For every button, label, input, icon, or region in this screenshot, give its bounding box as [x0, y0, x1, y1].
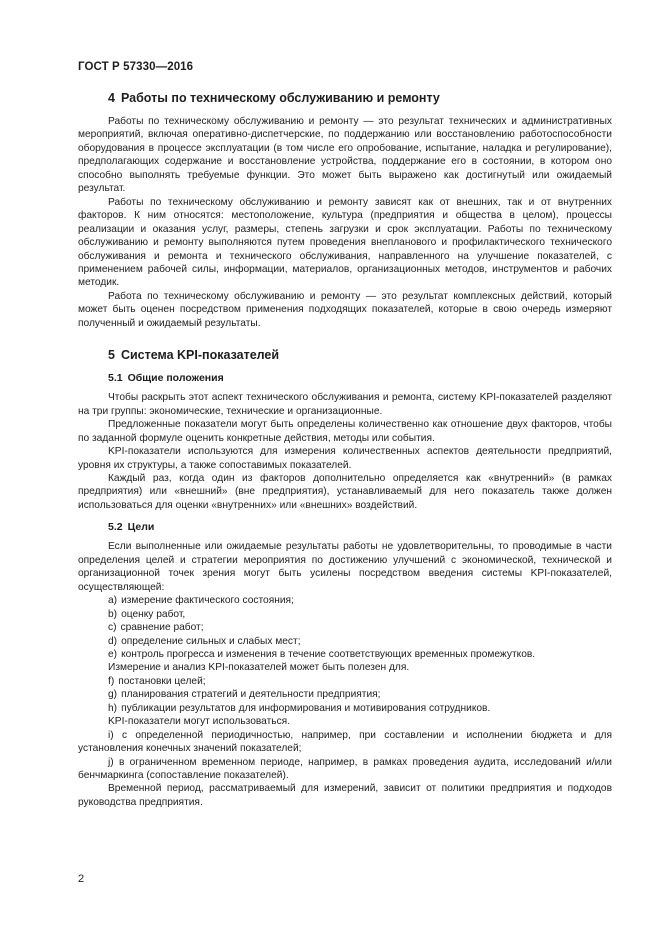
- document-header: ГОСТ Р 57330—2016: [78, 61, 194, 73]
- paragraph: Чтобы раскрыть этот аспект технического обслуживания и ремонта, систему KPI-показателей разделяют на три группы: экономические, технические и организационные.: [78, 392, 612, 417]
- paragraph: Работы по техническому обслуживанию и ремонту зависят как от внешних, так и от внутренних факторов. К ним относятся: местоположение, культура (предприятия и общества в целом), процессы реализации и оказания услуг, размеры, степень загрузки и срок эксплуатации. Работы по техническому обслуживанию и ремонту выполняются путем проведения внепланового и профилактического технического обслуживания и ремонта и технического обслуживания, направленного на улучшение показателей, с применением рабочей силы, информации, материалов, организационных методов, инструментов и рабочих методик.: [78, 196, 612, 289]
- subsection-title: Общие положения: [127, 372, 224, 385]
- section-title: Работы по техническому обслуживанию и ремонту: [120, 91, 440, 105]
- list-item: f) постановки целей;: [108, 675, 206, 687]
- document-body: [78, 90, 612, 809]
- subsection-number: 5.2: [108, 521, 123, 534]
- section-title: Система KPI-показателей: [120, 348, 280, 363]
- paragraph: KPI-показатели используются для измерения количественных аспектов деятельности предприятий, уровня их структуры, а также сопоставимых показателей.: [78, 446, 612, 471]
- paragraph: Временной период, рассматриваемый для измерений, зависит от политики предприятия и подходов руководства предприятия.: [78, 783, 612, 808]
- list-item: h) публикации результатов для информирования и мотивирования сотрудников.: [108, 702, 491, 714]
- subsection-5-2-heading: [78, 521, 612, 534]
- list-item: e) контроль прогресса и изменения в течение соответствующих временных промежутков.: [108, 648, 536, 660]
- list-item: b) оценку работ,: [108, 608, 186, 620]
- list-item: j) в ограниченном временном периоде, например, в рамках проведения аудита, исследований и/или бенчмаркинга (сопоставление показателей).: [78, 756, 612, 782]
- section-number: 5: [108, 348, 115, 363]
- page-number: 2: [78, 873, 85, 885]
- paragraph: Если выполненные или ожидаемые результаты работы не удовлетворительны, то проводимые в части определения целей и стратегии мероприятия по достижению улучшений с экономической, технической и организационной точек зрения могут быть усилены посредством введения системы KPI-показателей, осуществляющей:: [78, 541, 612, 593]
- list-item: i) с определенной периодичностью, например, при составлении и исполнении бюджета и для установления конечных значений показателей;: [78, 729, 612, 755]
- paragraph: Измерение и анализ KPI-показателей может быть полезен для.: [108, 662, 410, 674]
- list-item: a) измерение фактического состояния;: [108, 595, 294, 607]
- subsection-title: Цели: [127, 521, 155, 534]
- paragraph: Предложенные показатели могут быть определены количественно как отношение двух факторов, чтобы по заданной формуле оценить конкретные действия, методы или события.: [78, 419, 612, 444]
- list-item: c) сравнение работ;: [108, 622, 204, 634]
- list-item: g) планирования стратегий и деятельности предприятия;: [108, 689, 381, 701]
- paragraph: Работа по техническому обслуживанию и ремонту — это результат комплексных действий, который может быть оценен посредством применения подходящих показателей, которые в свою очередь измеряют полученный и ожидаемый результаты.: [78, 290, 612, 329]
- list-item: d) определение сильных и слабых мест;: [108, 635, 301, 647]
- section-4-heading: [78, 90, 612, 106]
- section-number: 4: [108, 91, 115, 105]
- section-5-heading: [78, 347, 612, 363]
- paragraph: Каждый раз, когда один из факторов дополнительно определяется как «внутренний» (в рамках предприятия) или «внешний» (вне предприятия), устанавливаемый для него показатель также должен использоваться для оценки «внутренних» или «внешних» воздействий.: [78, 472, 612, 511]
- subsection-5-1-heading: [78, 372, 612, 385]
- paragraph: KPI-показатели могут использоваться.: [108, 716, 291, 728]
- paragraph: Работы по техническому обслуживанию и ремонту — это результат технических и административных мероприятий, включая оперативно-диспетчерские, по поддержанию или восстановлению работоспособности оборудования в процессе эксплуатации (в том числе его опробование, испытание, наладка и регулирование), предполагающих содержание и восстановление устройства, поддержание его в состоянии, в котором оно способно выполнять требуемые функции. Это может быть выражено как достигнутый или ожидаемый результат.: [78, 116, 612, 195]
- subsection-number: 5.1: [108, 372, 123, 385]
